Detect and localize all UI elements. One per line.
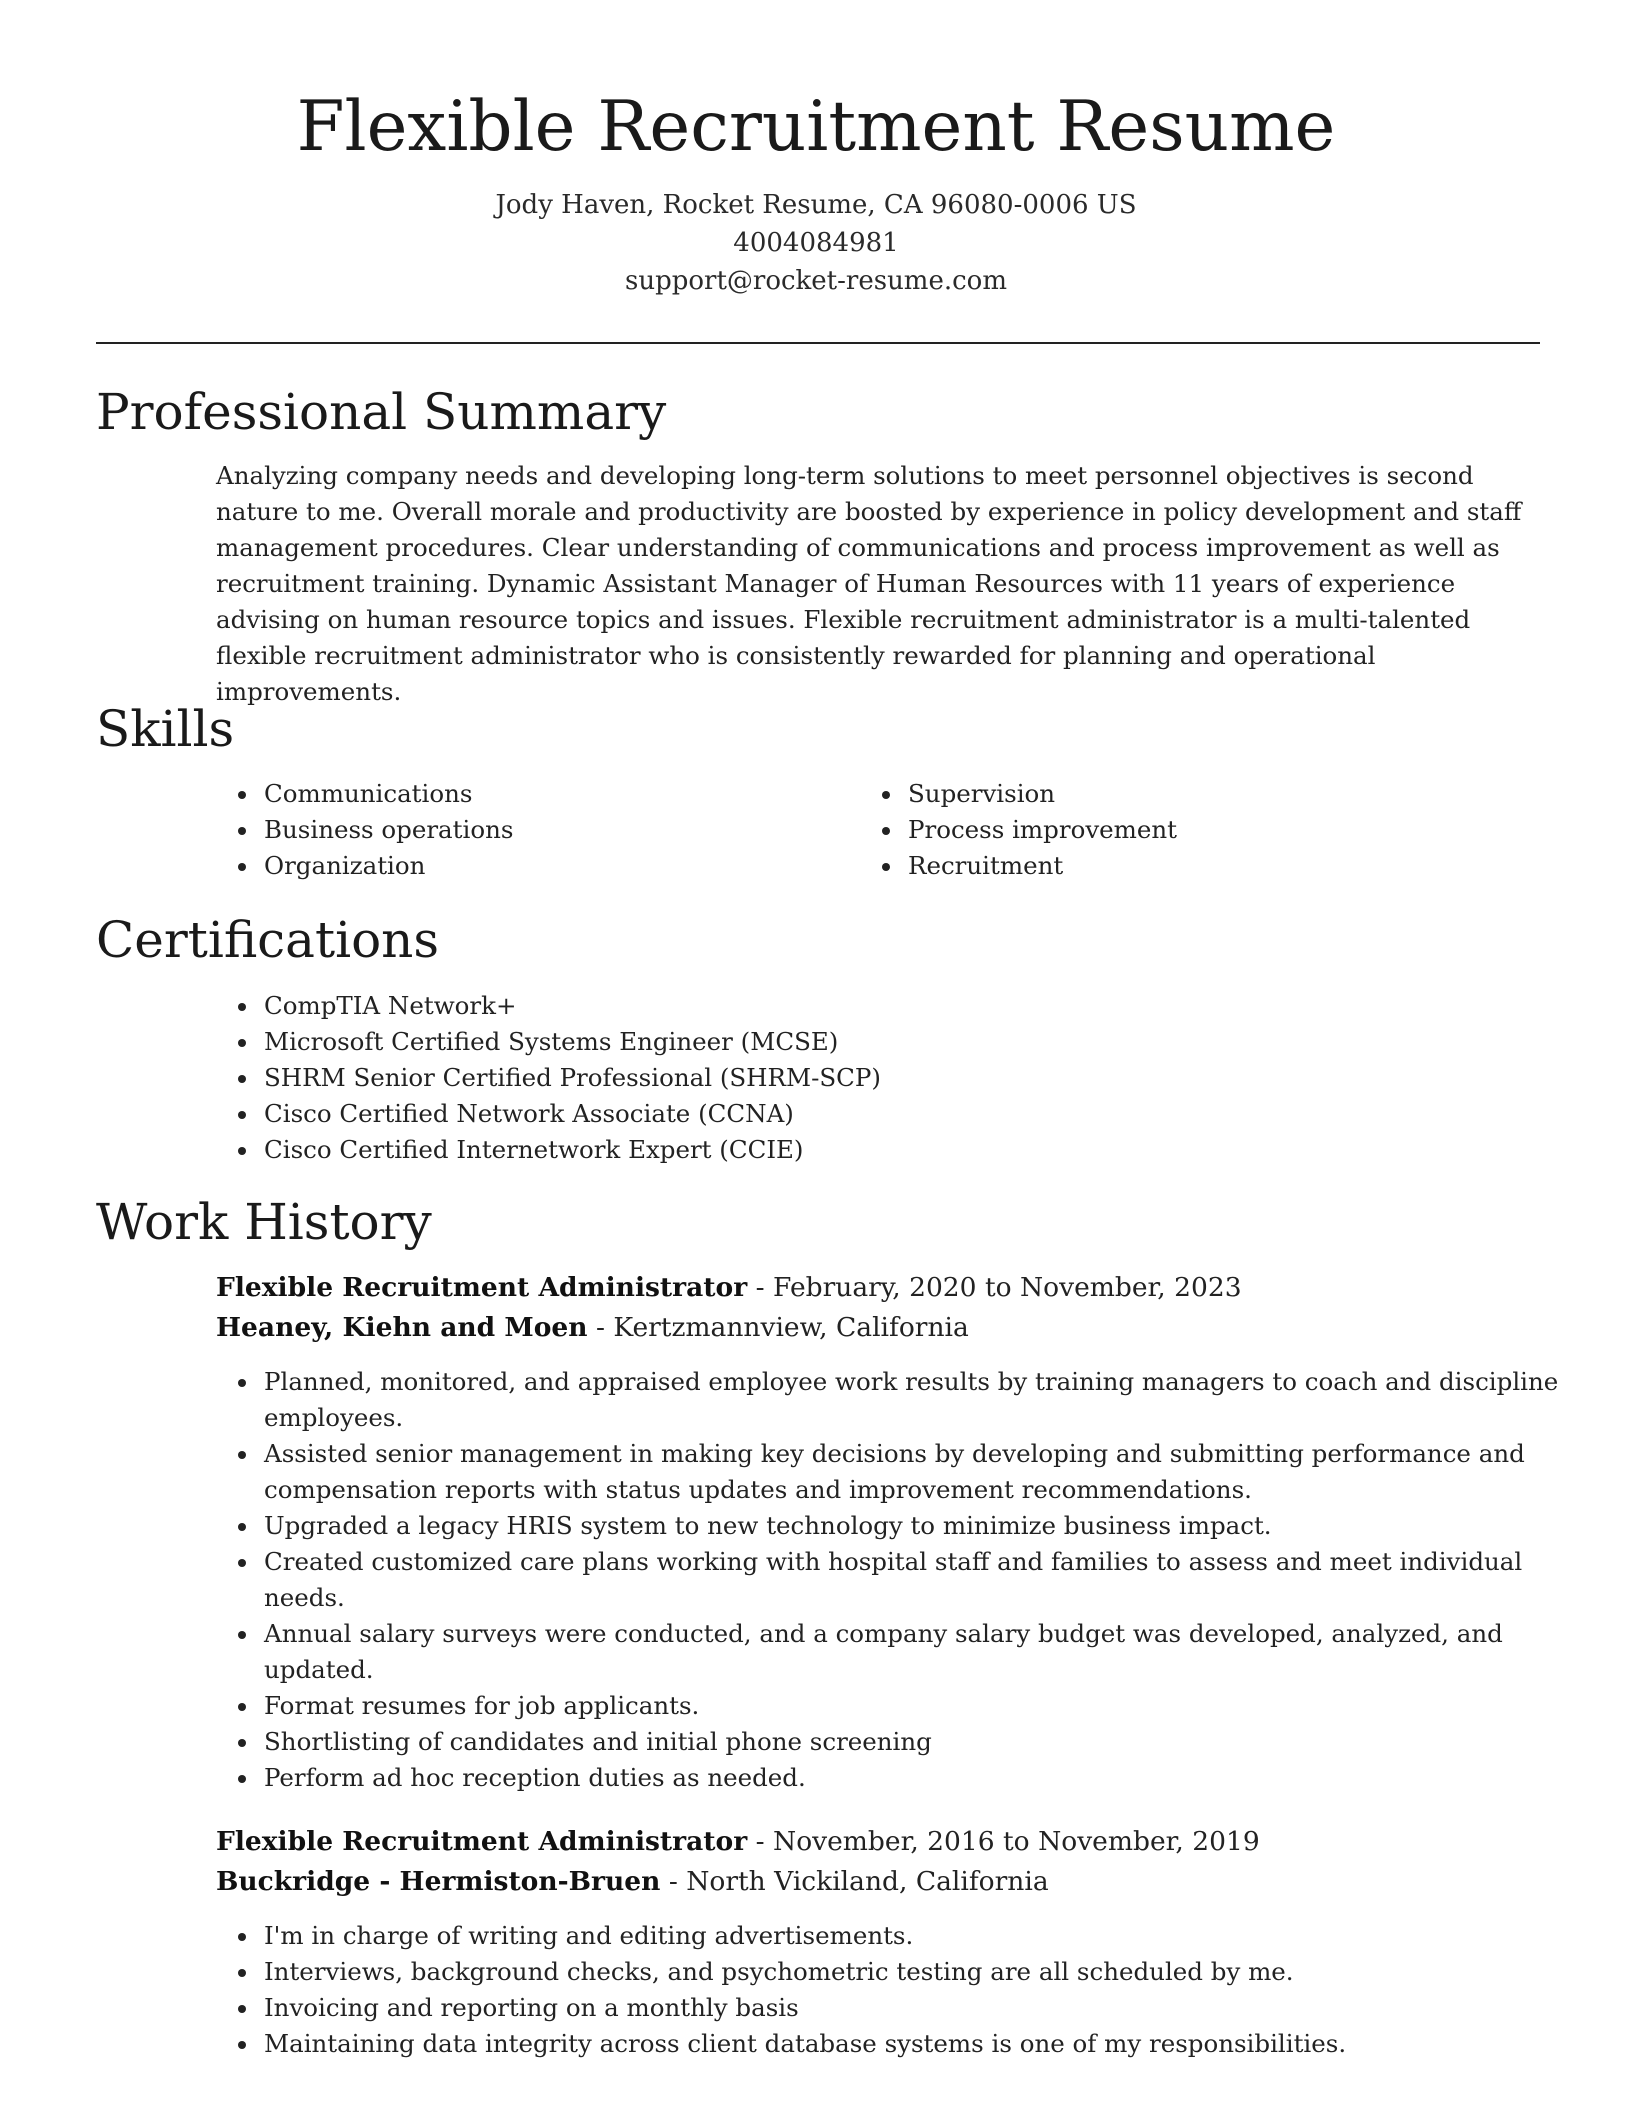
skills-list-left	[216, 776, 820, 884]
certification-item: • Cisco Certified Internetwork Expert (CCIE)	[260, 1132, 1560, 1168]
header-divider	[96, 342, 1540, 344]
job-company: Buckridge - Hermiston-Bruen	[216, 1866, 661, 1897]
skill-item: • Supervision	[904, 776, 1504, 812]
contact-email: support@rocket-resume.com	[624, 266, 1007, 296]
contact-phone: 4004084981	[733, 228, 899, 258]
job-bullet: • Planned, monitored, and appraised employee work results by training managers to coach and discipline employees.	[260, 1364, 1560, 1436]
separator: -	[747, 1272, 773, 1303]
job-company-line	[216, 1862, 1546, 1902]
summary-heading: Professional Summary	[96, 383, 667, 441]
certifications-list	[216, 988, 1560, 1168]
skill-item: • Communications	[260, 776, 820, 812]
summary-text: Analyzing company needs and developing long-term solutions to meet personnel objectives is second nature to me. Overall morale and productivity are boosted by experience in policy development and staff management procedures. Clear understanding of communications and process improvement as well as recruitment training. Dynamic Assistant Manager of Human Resources with 11 years of experience advising on human resource topics and issues. Flexible recruitment administrator is a multi-talented flexible recruitment administrator who is consistently rewarded for planning and operational improvements.	[216, 461, 1522, 706]
job-bullet: • Format resumes for job applicants.	[260, 1688, 1560, 1724]
resume-title: Flexible Recruitment Resume	[296, 87, 1336, 167]
job-dates: November, 2016 to November, 2019	[773, 1826, 1260, 1857]
job-bullet: • Maintaining data integrity across client database systems is one of my responsibilities.	[260, 2026, 1560, 2062]
job-title: Flexible Recruitment Administrator	[216, 1272, 748, 1303]
job-bullets	[216, 1364, 1560, 1796]
resume-header	[0, 82, 1632, 300]
job-bullet: • Invoicing and reporting on a monthly basis	[260, 1990, 1560, 2026]
skills-heading: Skills	[96, 700, 235, 758]
certification-item: • Cisco Certified Network Associate (CCNA)	[260, 1096, 1560, 1132]
job-bullet: • Shortlisting of candidates and initial phone screening	[260, 1724, 1560, 1760]
job-location: North Vickiland, California	[686, 1866, 1049, 1897]
skill-item: • Recruitment	[904, 848, 1504, 884]
work-history-heading: Work History	[96, 1193, 432, 1251]
certification-item: • CompTIA Network+	[260, 988, 1560, 1024]
job-company-line	[216, 1308, 1546, 1348]
job-bullet: • Interviews, background checks, and psychometric testing are all scheduled by me.	[260, 1954, 1560, 1990]
job-bullet: • Assisted senior management in making key decisions by developing and submitting performance and compensation reports with status updates and improvement recommendations.	[260, 1436, 1560, 1508]
job-title-line	[216, 1268, 1546, 1308]
job-title-line	[216, 1822, 1546, 1862]
certifications-heading: Certifications	[96, 911, 440, 969]
certification-item: • Microsoft Certified Systems Engineer (MCSE)	[260, 1024, 1560, 1060]
job-bullet: • Annual salary surveys were conducted, and a company salary budget was developed, analyzed, and updated.	[260, 1616, 1560, 1688]
skill-item: • Process improvement	[904, 812, 1504, 848]
separator: -	[660, 1866, 687, 1897]
job-location: Kertzmannview, California	[613, 1312, 969, 1343]
separator: -	[747, 1826, 773, 1857]
contact-address: Jody Haven, Rocket Resume, CA 96080-0006 US	[495, 190, 1137, 220]
job-bullet: • Upgraded a legacy HRIS system to new technology to minimize business impact.	[260, 1508, 1560, 1544]
certification-item: • SHRM Senior Certified Professional (SHRM-SCP)	[260, 1060, 1560, 1096]
contact-block	[0, 186, 1632, 300]
job-bullet: • I'm in charge of writing and editing advertisements.	[260, 1918, 1560, 1954]
job-dates: February, 2020 to November, 2023	[773, 1272, 1242, 1303]
skills-list-right	[860, 776, 1504, 884]
skill-item: • Organization	[260, 848, 820, 884]
job-bullet: • Created customized care plans working with hospital staff and families to assess and meet individual needs.	[260, 1544, 1560, 1616]
job-bullet: • Perform ad hoc reception duties as needed.	[260, 1760, 1560, 1796]
job-bullets	[216, 1918, 1560, 2062]
skill-item: • Business operations	[260, 812, 820, 848]
separator: -	[587, 1312, 614, 1343]
job-company: Heaney, Kiehn and Moen	[216, 1312, 588, 1343]
job-title: Flexible Recruitment Administrator	[216, 1826, 748, 1857]
